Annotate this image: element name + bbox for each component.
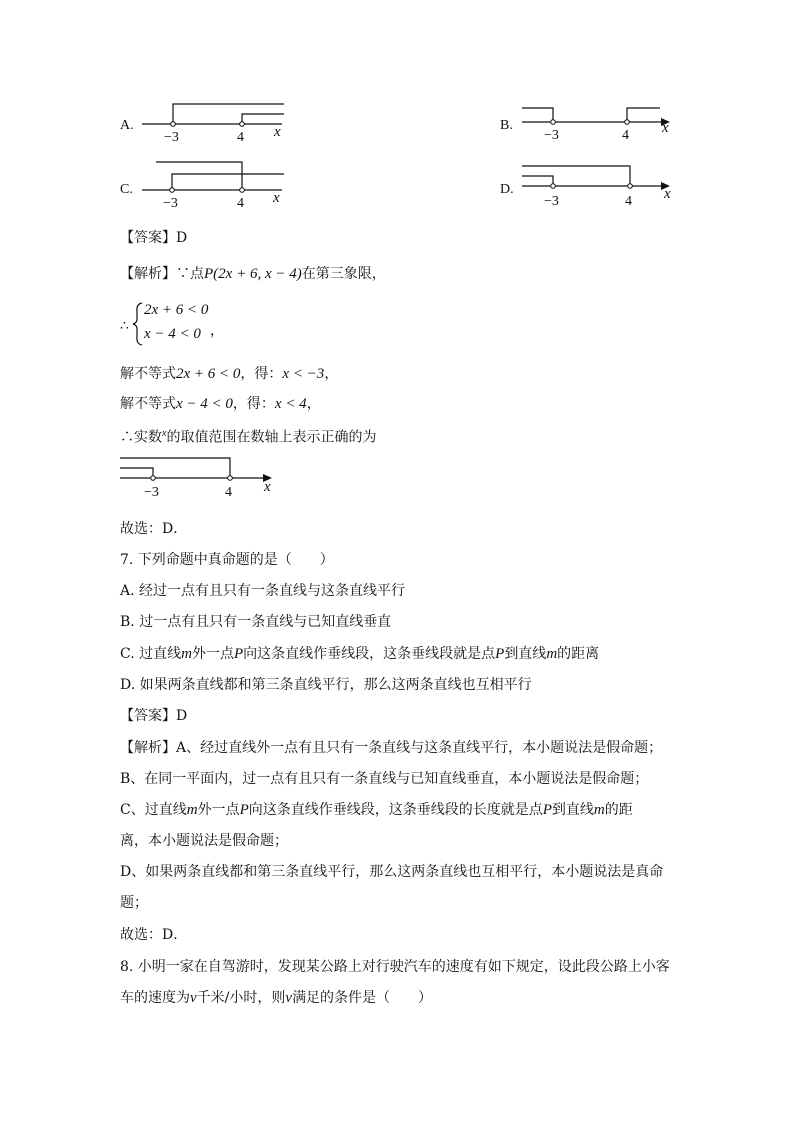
option-a-tick-neg3: −3 xyxy=(164,130,179,145)
option-c-tick-4: 4 xyxy=(237,196,244,211)
q8-stem-line1: 8. 小明一家在自驾游时，发现某公路上对行驶汽车的速度有如下规定，设此段公路上小客 xyxy=(120,959,670,975)
q6-choose: 故选：D． xyxy=(120,521,188,537)
solve1-mid: ，得： xyxy=(240,366,283,382)
an-c-m: m xyxy=(186,802,198,818)
q7-option-c xyxy=(120,644,599,664)
an-c-p: P xyxy=(239,802,249,818)
because-symbol: ∵ xyxy=(176,266,190,282)
q7c-p: P xyxy=(233,646,244,662)
q7-analysis-b: B、在同一平面内，过一点有且只有一条直线与已知直线垂直，本小题说法是假命题； xyxy=(120,771,649,787)
q7-option-d: D. 如果两条直线都和第三条直线平行，那么这两条直线也互相平行 xyxy=(120,677,532,693)
an-c-m2: m xyxy=(593,802,605,818)
conclusion-var: x xyxy=(162,428,167,439)
option-d-tick-4: 4 xyxy=(625,194,632,209)
solve2-math: x − 4 < 0 xyxy=(176,396,233,412)
option-c-axis-var: x xyxy=(273,190,280,206)
q7-analysis-d-cont: 题； xyxy=(120,895,148,911)
quadrant-text: 在第三象限， xyxy=(301,266,386,282)
point-word: 点 xyxy=(190,266,204,282)
option-d-tick-neg3: −3 xyxy=(544,194,559,209)
q7-answer: 【答案】D xyxy=(120,708,188,724)
q7c-end: 的距离 xyxy=(557,646,600,662)
q7-stem: 7. 下列命题中真命题的是（ ） xyxy=(120,552,334,568)
q7c-mid2: 向这条直线作垂线段，这条垂线段就是点 xyxy=(243,646,496,662)
option-b-label: B. xyxy=(500,118,513,133)
q7c-pre: C. 过直线 xyxy=(120,646,182,662)
system-comma: ， xyxy=(210,323,224,339)
q7c-mid1: 外一点 xyxy=(191,646,234,662)
q7c-mid3: 到直线 xyxy=(504,646,547,662)
option-d-label: D. xyxy=(500,182,514,197)
point-p-expression: P(2x + 6, x − 4) xyxy=(204,266,302,282)
option-b-tick-4: 4 xyxy=(622,128,629,143)
solve2-text: 解不等式 xyxy=(120,396,176,412)
option-c-tick-neg3: −3 xyxy=(163,196,178,211)
q7c-p2: P xyxy=(495,646,505,662)
option-c-label: C. xyxy=(120,182,133,197)
option-b-tick-neg3: −3 xyxy=(544,128,559,143)
q7-analysis-d: D、如果两条直线都和第三条直线平行，那么这两条直线也互相平行，本小题说法是真命 xyxy=(120,864,664,880)
answer-tick-4: 4 xyxy=(225,485,232,500)
an-c-mid3: 到直线 xyxy=(551,802,594,818)
therefore-symbol: ∴ xyxy=(120,318,129,334)
q7-analysis-a: 【解析】A、经过直线外一点有且只有一条直线与这条直线平行，本小题说法是假命题； xyxy=(120,740,663,756)
option-a-axis-var: x xyxy=(274,124,281,140)
solve2-result: x < 4 xyxy=(274,396,307,412)
q7-analysis-c xyxy=(120,800,633,820)
answer-tick-neg3: −3 xyxy=(144,485,159,500)
an-c-mid1: 外一点 xyxy=(197,802,240,818)
option-a-label: A. xyxy=(120,118,134,133)
an-c-pre: C、过直线 xyxy=(120,802,187,818)
option-d-axis-var: x xyxy=(664,186,671,202)
q7-option-b: B. 过一点有且只有一条直线与已知直线垂直 xyxy=(120,614,392,630)
q8-v: v xyxy=(190,990,197,1006)
q7c-m: m xyxy=(181,646,192,662)
system-line-2: x − 4 < 0 xyxy=(144,326,201,342)
an-c-p2: P xyxy=(542,802,552,818)
conclusion-post: 的取值范围在数轴上表示正确的为 xyxy=(166,429,377,446)
q8-line2-mid: 千米/小时，则 xyxy=(196,990,286,1006)
q7-analysis-c-cont: 离，本小题说法是假命题； xyxy=(120,833,288,849)
q8-line2-end: 满足的条件是（ ） xyxy=(292,990,433,1006)
option-b-axis-var: x xyxy=(662,120,669,136)
conclusion-pre: ∴实数 xyxy=(120,429,162,446)
q7-choose: 故选：D． xyxy=(120,927,188,943)
solve2-mid: ，得： xyxy=(232,396,275,412)
option-a-tick-4: 4 xyxy=(237,130,244,145)
solve1-text: 解不等式 xyxy=(120,366,176,382)
an-c-end: 的距 xyxy=(604,802,633,818)
system-line-1: 2x + 6 < 0 xyxy=(144,302,209,318)
q7c-m2: m xyxy=(546,646,558,662)
q6-answer: 【答案】D xyxy=(120,230,188,246)
solve1-end: ， xyxy=(324,366,339,382)
solve1-math: 2x + 6 < 0 xyxy=(176,366,241,382)
answer-axis-var: x xyxy=(264,479,271,495)
q8-v2: v xyxy=(285,990,293,1006)
q8-line2-pre: 车的速度为 xyxy=(120,990,190,1006)
q8-stem-line2 xyxy=(120,988,432,1008)
solve2-end: ， xyxy=(306,396,321,412)
solve1-result: x < −3 xyxy=(282,366,325,382)
analysis-tag: 【解析】 xyxy=(120,266,176,282)
q7-option-a: A. 经过一点有且只有一条直线与这条直线平行 xyxy=(120,583,406,599)
an-c-mid2: 向这条直线作垂线段，这条垂线段的长度就是点 xyxy=(248,802,543,818)
